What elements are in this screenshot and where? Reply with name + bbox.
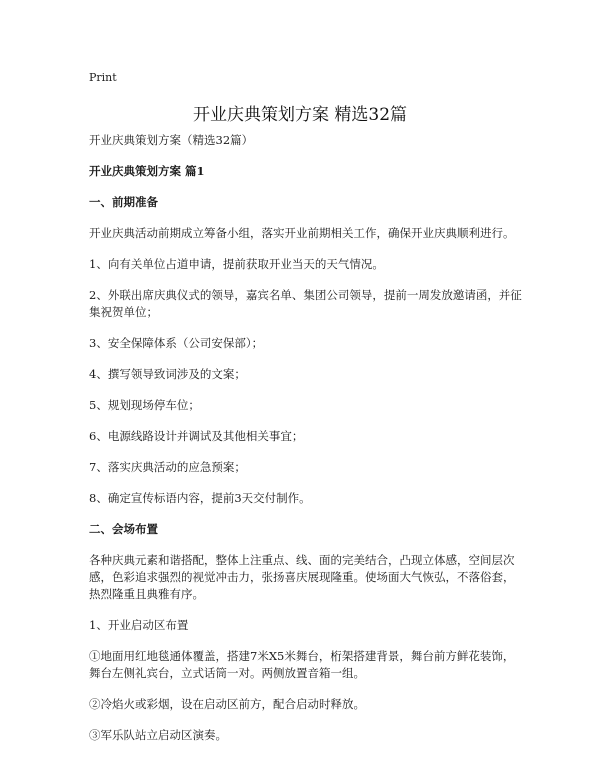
list-item: 8、确定宣传标语内容，提前3天交付制作。 (89, 491, 311, 505)
list-item: 7、落实庆典活动的应急预案； (89, 460, 246, 474)
venue-paragraph: 各种庆典元素和谐搭配，整体上注重点、线、面的完美结合，凸现立体感，空间层次感，色彩追求强烈的视觉冲击力，张扬喜庆展现隆重。使场面大气恢弘，不落俗套，热烈隆重且典雅有序。 (89, 553, 515, 601)
document-body (89, 132, 525, 758)
subheading-launch-area: 1、开业启动区布置 (89, 618, 189, 632)
heading-preparation: 一、前期准备 (89, 195, 158, 209)
list-item: ②冷焰火或彩烟，设在启动区前方，配合启动时释放。 (89, 697, 365, 711)
subtitle: 开业庆典策划方案（精选32篇） (89, 133, 254, 147)
list-item: 2、外联出席庆典仪式的领导，嘉宾名单、集团公司领导，提前一周发放邀请函，并征集祝贺单位； (89, 288, 522, 319)
list-item: 1、向有关单位占道申请，提前获取开业当天的天气情况。 (89, 257, 384, 271)
print-label: Print (89, 71, 117, 84)
list-item: 5、规划现场停车位； (89, 398, 200, 412)
intro-paragraph: 开业庆典活动前期成立筹备小组，落实开业前期相关工作，确保开业庆典顺利进行。 (89, 226, 515, 240)
list-item: 3、安全保障体系（公司安保部）； (89, 336, 264, 350)
list-item: ①地面用红地毯通体覆盖，搭建7米X5米舞台，桁架搭建背景，舞台前方鲜花装饰，舞台左侧礼宾台，立式话筒一对。两侧放置音箱一组。 (89, 649, 515, 680)
page-title: 开业庆典策划方案 精选32篇 (192, 105, 408, 125)
list-item: 4、撰写领导致词涉及的文案； (89, 367, 246, 381)
list-item: ③军乐队站立启动区演奏。 (89, 728, 227, 742)
heading-venue: 二、会场布置 (89, 522, 158, 536)
list-item: 6、电源线路设计并调试及其他相关事宜； (89, 429, 304, 443)
section-title: 开业庆典策划方案 篇1 (89, 164, 205, 178)
